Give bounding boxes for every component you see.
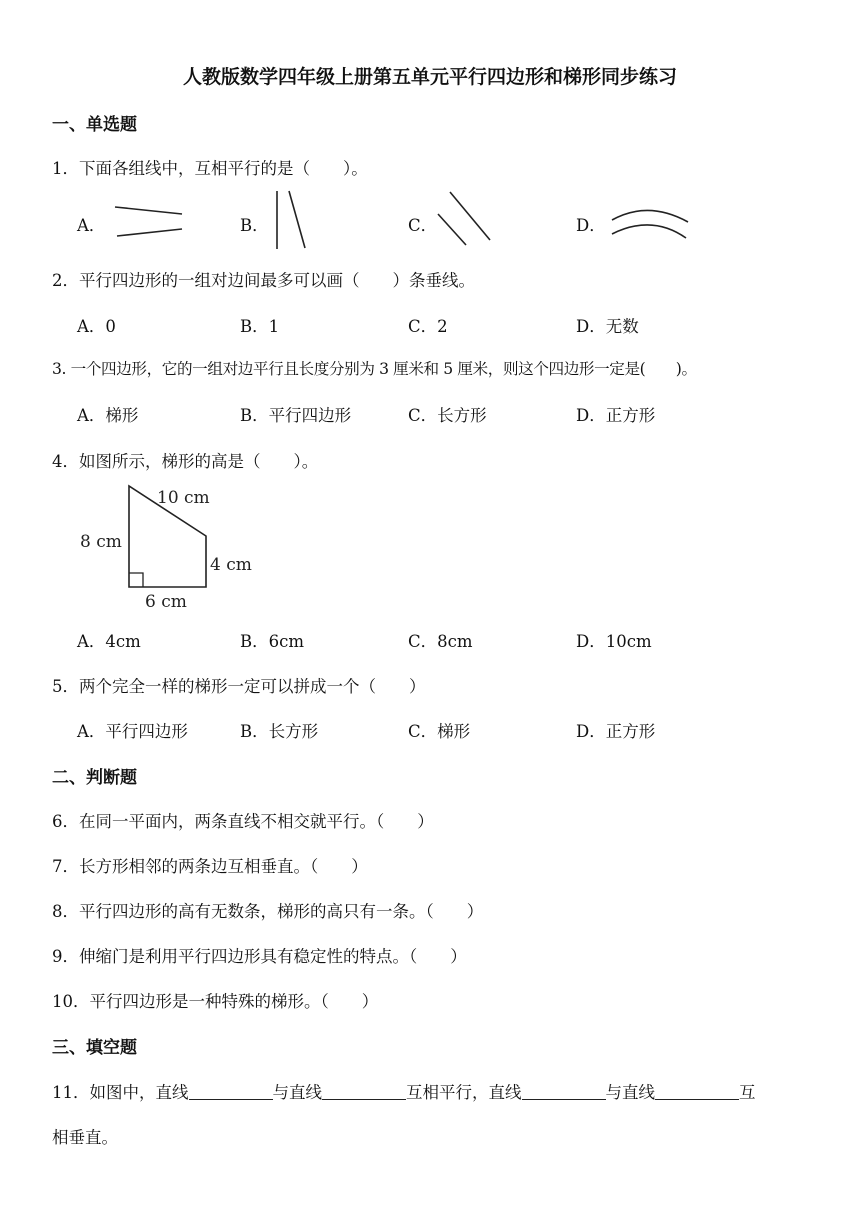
q3-option-a[interactable]: A．梯形	[77, 406, 139, 425]
question-7: 7．长方形相邻的两条边互相垂直。（ ）	[52, 857, 368, 876]
q1-option-c[interactable]: C．	[408, 216, 438, 235]
q11-blank-3[interactable]	[522, 1083, 606, 1100]
q11-text-4: 与直线	[605, 1083, 655, 1102]
question-1-stem: 1．下面各组线中，互相平行的是（ ）。	[52, 159, 368, 178]
q4-option-d[interactable]: D．10cm	[576, 632, 652, 651]
q11-blank-2[interactable]	[322, 1083, 406, 1100]
q2-option-c[interactable]: C．2	[408, 317, 448, 336]
q4-option-a[interactable]: A．4cm	[77, 632, 141, 651]
q4-option-b[interactable]: B．6cm	[240, 632, 305, 651]
q4-label-slant: 10 cm	[157, 488, 210, 508]
q1-option-b[interactable]: B．	[240, 216, 269, 235]
q5-option-b[interactable]: B．长方形	[240, 722, 319, 741]
q1-figure-d	[608, 202, 692, 244]
q4-label-right: 4 cm	[210, 555, 252, 575]
q11-text-3: 互相平行，直线	[406, 1083, 522, 1102]
q4-trapezoid-figure	[70, 478, 270, 614]
question-10: 10．平行四边形是一种特殊的梯形。（ ）	[52, 992, 379, 1011]
question-3-stem: 3. 一个四边形，它的一组对边平行且长度分别为 3 厘米和 5 厘米，则这个四边形一定是( )。	[52, 360, 697, 378]
question-5-stem: 5．两个完全一样的梯形一定可以拼成一个（ ）	[52, 677, 426, 696]
question-8: 8．平行四边形的高有无数条，梯形的高只有一条。（ ）	[52, 902, 484, 921]
q11-text-5: 互	[739, 1083, 756, 1102]
q1-option-d[interactable]: D．	[576, 216, 606, 235]
question-11-line2: 相垂直。	[52, 1128, 118, 1147]
q2-option-d[interactable]: D．无数	[576, 317, 639, 336]
question-9: 9．伸缩门是利用平行四边形具有稳定性的特点。（ ）	[52, 947, 467, 966]
q1-figure-c	[436, 190, 496, 248]
question-4-stem: 4．如图所示，梯形的高是（ ）。	[52, 452, 319, 471]
q11-blank-1[interactable]	[189, 1083, 273, 1100]
question-6: 6．在同一平面内，两条直线不相交就平行。（ ）	[52, 812, 434, 831]
q11-text-1: 11．如图中，直线	[52, 1083, 189, 1102]
q2-option-b[interactable]: B．1	[240, 317, 280, 336]
page-title: 人教版数学四年级上册第五单元平行四边形和梯形同步练习	[182, 66, 677, 88]
question-2-stem: 2．平行四边形的一组对边间最多可以画（ ）条垂线。	[52, 271, 475, 290]
q3-option-d[interactable]: D．正方形	[576, 406, 656, 425]
q11-text-2: 与直线	[272, 1083, 322, 1102]
section-heading-true-false: 二、判断题	[52, 768, 137, 788]
q11-blank-4[interactable]	[655, 1083, 739, 1100]
q4-option-c[interactable]: C．8cm	[408, 632, 473, 651]
q5-option-d[interactable]: D．正方形	[576, 722, 656, 741]
section-heading-single-choice: 一、单选题	[52, 115, 137, 135]
q1-figure-b	[270, 188, 310, 252]
question-11-line1	[52, 1079, 756, 1103]
q1-figure-a	[112, 204, 187, 240]
section-heading-fill-blank: 三、填空题	[52, 1038, 137, 1058]
q5-option-c[interactable]: C．梯形	[408, 722, 471, 741]
q4-label-bottom: 6 cm	[145, 592, 187, 612]
q3-option-b[interactable]: B．平行四边形	[240, 406, 352, 425]
q3-option-c[interactable]: C．长方形	[408, 406, 487, 425]
q4-label-left: 8 cm	[80, 532, 122, 552]
q5-option-a[interactable]: A．平行四边形	[77, 722, 188, 741]
q2-option-a[interactable]: A．0	[77, 317, 116, 336]
q1-option-a[interactable]: A．	[77, 216, 106, 235]
